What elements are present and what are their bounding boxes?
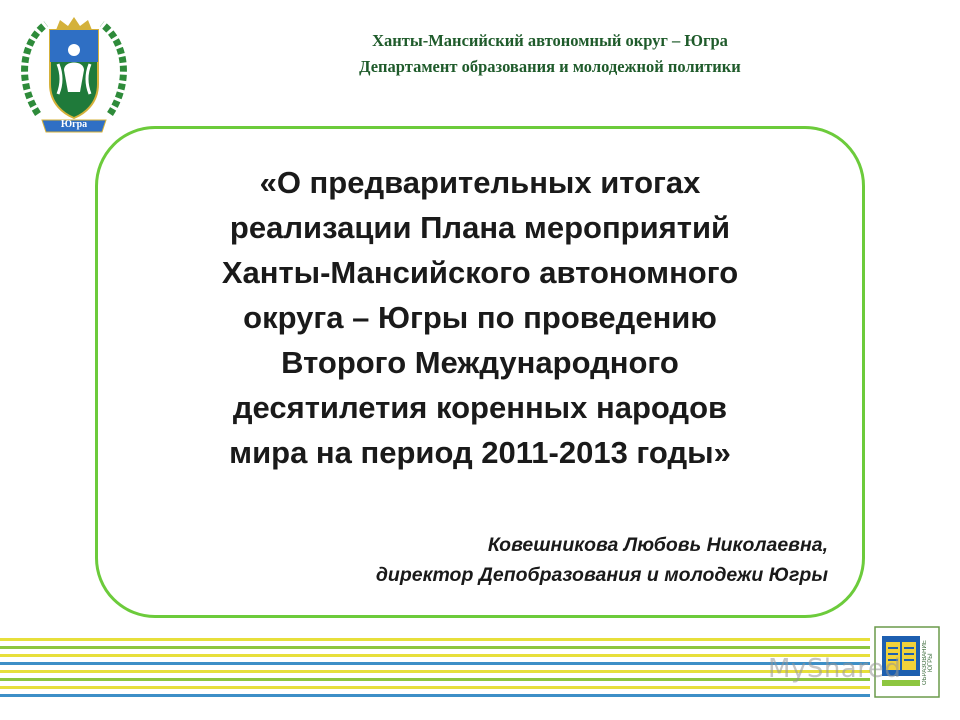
stripe-green	[0, 678, 870, 681]
title-line: «О предварительных итогах	[259, 165, 701, 200]
title-line: Второго Международного	[281, 345, 679, 380]
author-position: директор Депобразования и молодежи Югры	[375, 564, 828, 586]
emblem-ribbon-text: Югра	[60, 119, 88, 130]
logo-caption: ОБРАЗОВАНИЕ ЮГРЫ	[922, 640, 934, 686]
watermark-text: MyShared	[768, 654, 902, 684]
title-line: округа – Югры по проведению	[243, 300, 717, 335]
stripe-green	[0, 646, 870, 649]
presentation-title	[130, 160, 830, 475]
title-line: мира на период 2011-2013 годы»	[229, 435, 731, 470]
organization-header	[240, 28, 860, 80]
stripe-blue	[0, 694, 870, 697]
department-name: Департамент образования и молодежной политики	[359, 57, 741, 76]
stripe-yellow	[0, 638, 870, 641]
title-line: десятилетия коренных народов	[232, 390, 728, 425]
title-line: реализации Плана мероприятий	[229, 210, 731, 245]
title-line: Ханты-Мансийского автономного	[221, 255, 739, 290]
footer-stripes	[0, 638, 870, 700]
stripe-blue	[0, 662, 870, 665]
stripe-yellow	[0, 670, 870, 673]
author-block	[376, 530, 828, 590]
stripe-yellow	[0, 686, 870, 689]
coat-of-arms-icon	[18, 14, 130, 140]
region-name: Ханты-Мансийский автономный округ – Югра	[372, 31, 728, 50]
stripe-yellow	[0, 654, 870, 657]
author-name: Ковешникова Любовь Николаевна,	[487, 534, 828, 556]
